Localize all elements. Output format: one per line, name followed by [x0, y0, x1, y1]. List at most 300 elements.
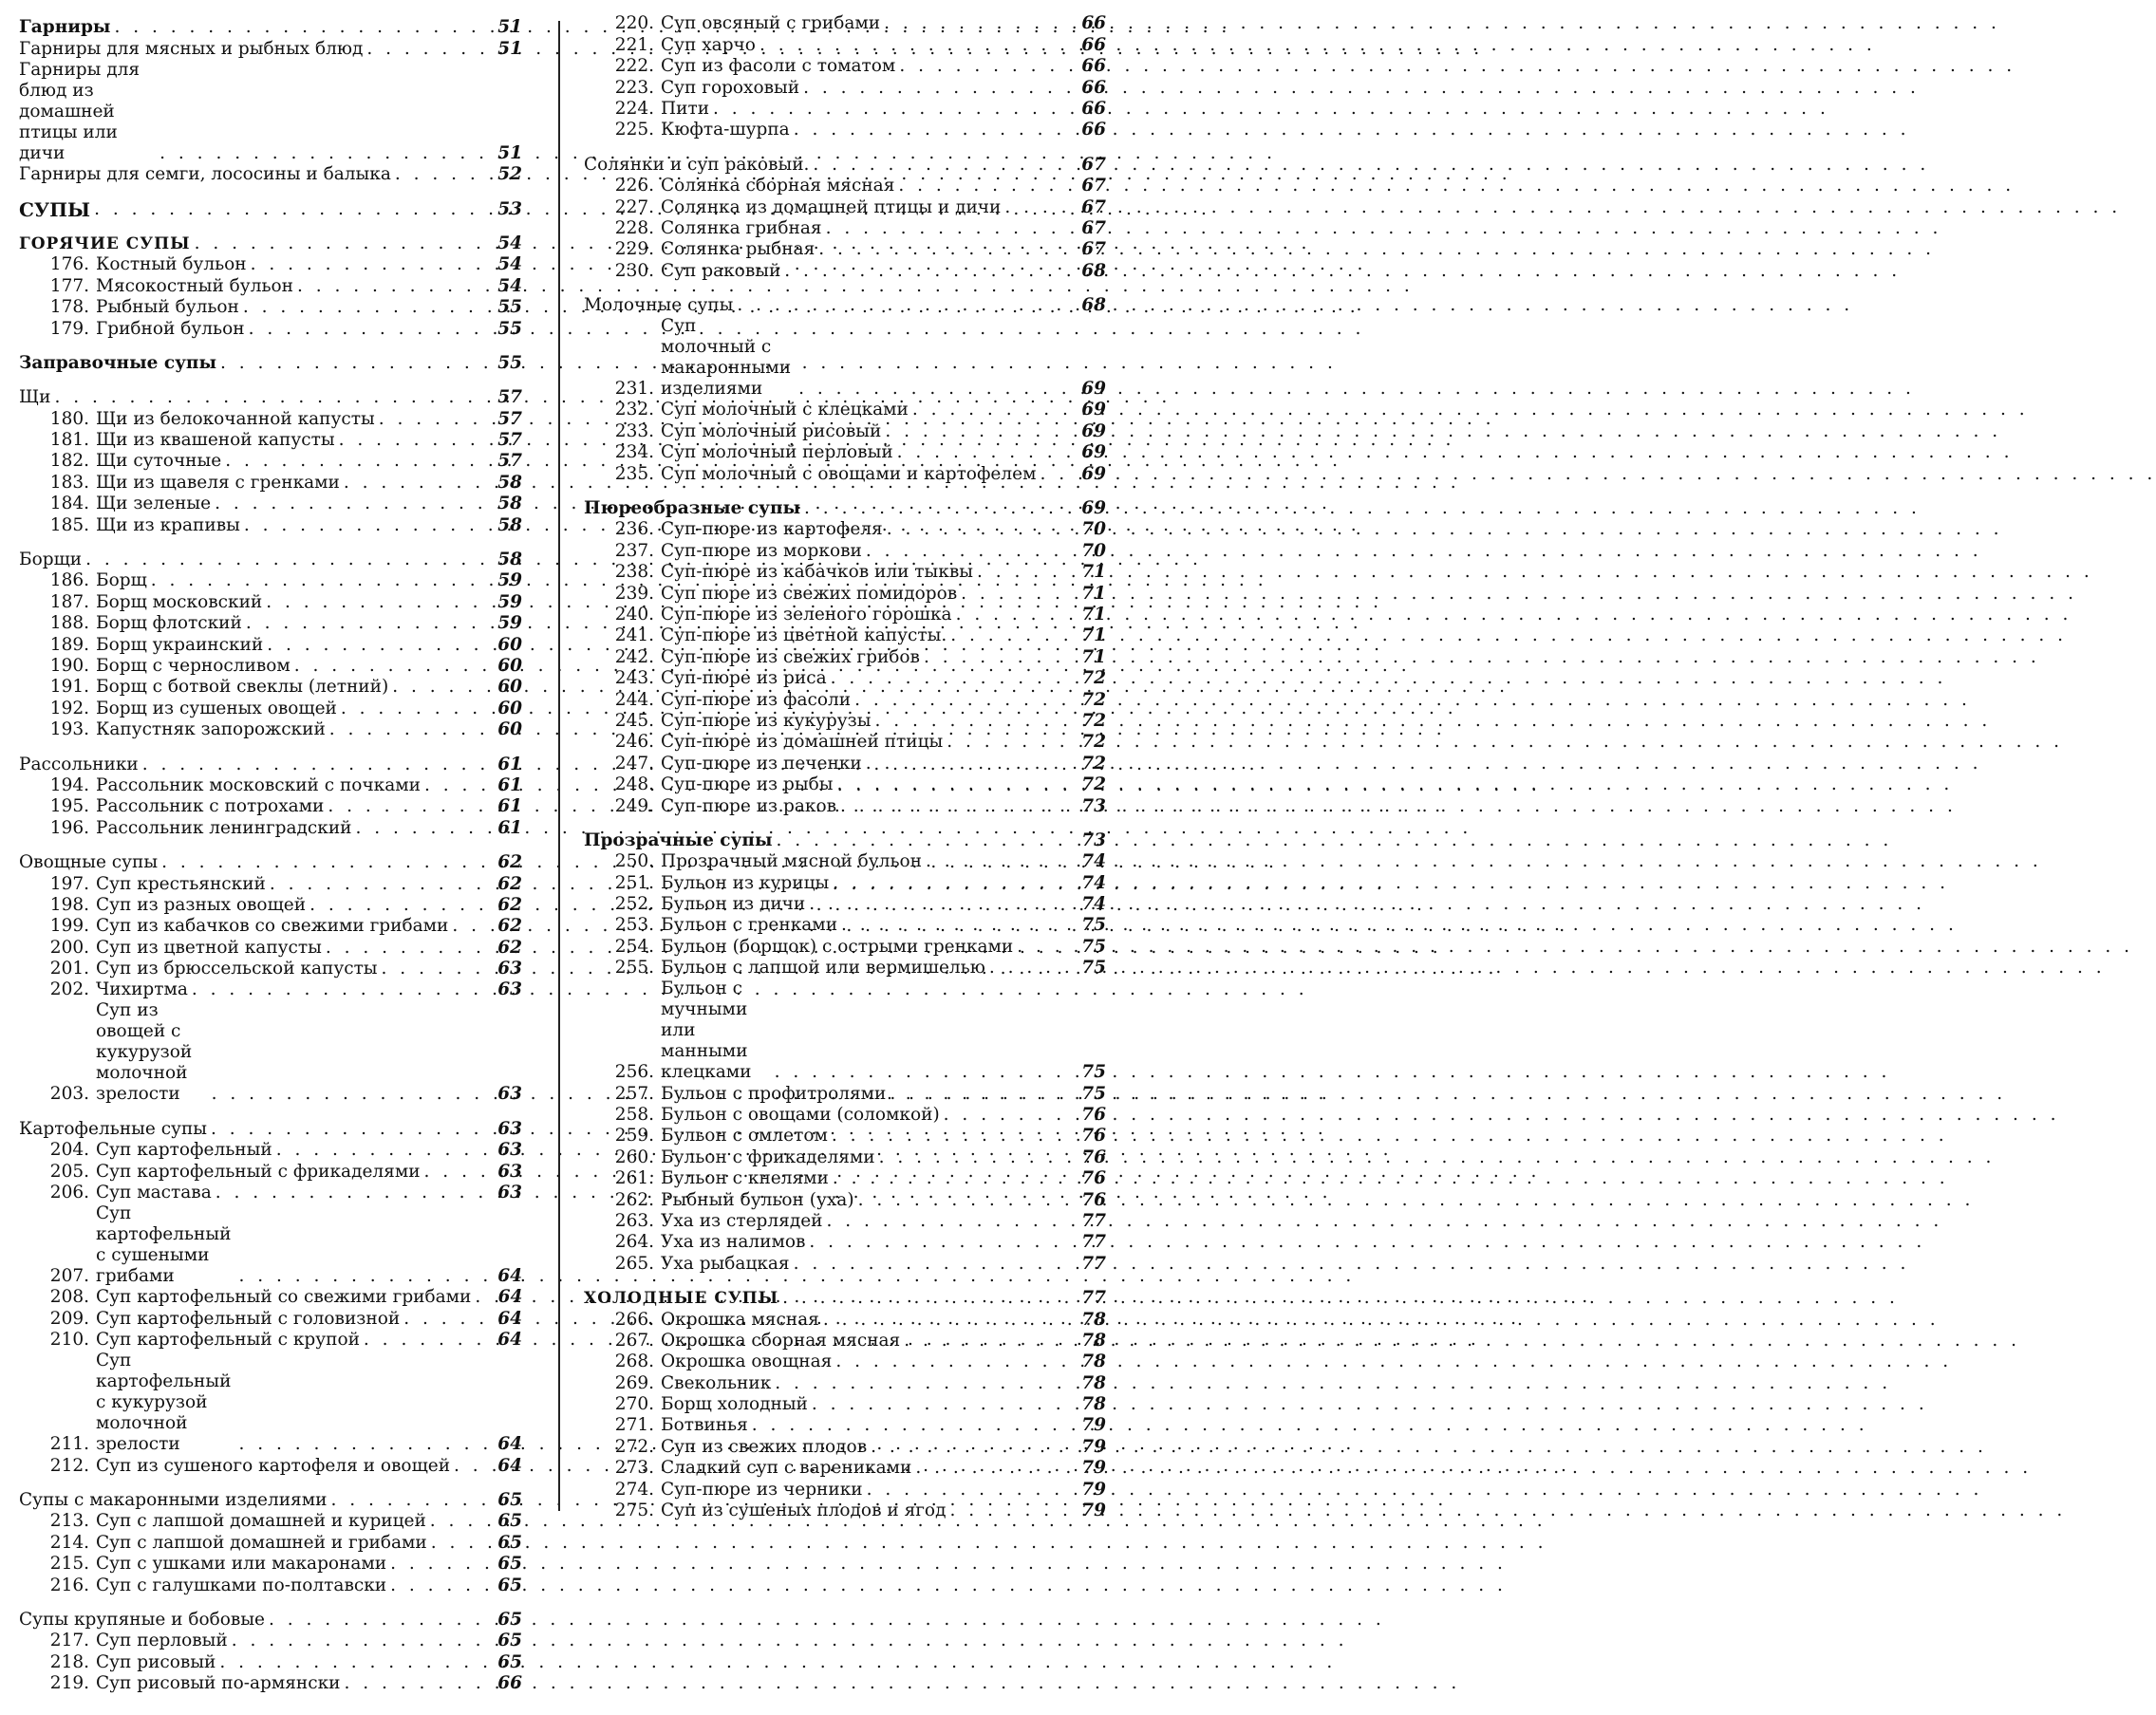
- toc-page-number: 69: [1081, 463, 1106, 484]
- leader-dots: [238, 1434, 484, 1455]
- toc-entry: [19, 937, 522, 958]
- toc-entry-title: Суп с галушками по-полтавски: [96, 1575, 387, 1595]
- toc-section-heading: [19, 233, 522, 254]
- toc-entry-title: Рассольник с потрохами: [96, 796, 325, 817]
- toc-page-number: 64: [497, 1266, 522, 1287]
- leader-dots: [142, 755, 484, 775]
- toc-section-heading: [584, 295, 1106, 316]
- leader-dots: [430, 1511, 484, 1532]
- leader-dots: [1040, 464, 1068, 485]
- toc-entry-number: 204.: [49, 1140, 89, 1161]
- toc-entry: [584, 1105, 1106, 1126]
- toc-entry-title: Бульон с кнелями: [661, 1168, 829, 1189]
- toc-page-number: 60: [497, 698, 522, 718]
- toc-page-number: 75: [1081, 915, 1106, 936]
- toc-page-number: 65: [497, 1575, 522, 1595]
- toc-page-number: 69: [1081, 420, 1106, 441]
- toc-entry-title: Суп картофельный с головизной: [96, 1308, 401, 1329]
- leader-dots: [211, 1119, 484, 1140]
- toc-entry: [584, 562, 1106, 583]
- leader-dots: [812, 1394, 1068, 1415]
- toc-entry-number: 272.: [614, 1436, 654, 1457]
- toc-entry-number: 254.: [614, 936, 654, 957]
- toc-page-number: 69: [1081, 400, 1106, 420]
- toc-entry-number: 195.: [49, 796, 89, 817]
- toc-page-number: 64: [497, 1287, 523, 1308]
- toc-entry: [19, 164, 522, 185]
- toc-page-number: 72: [1081, 753, 1106, 774]
- toc-entry-title: Гарниры: [19, 17, 111, 38]
- toc-entry-title: Бульон из курицы: [661, 872, 830, 893]
- toc-entry: [584, 1351, 1106, 1372]
- toc-page-number: 57: [497, 430, 522, 451]
- toc-entry-title: Борщ холодный: [661, 1394, 808, 1415]
- toc-entry-title: Бульон с мучными или манными клецками: [661, 979, 752, 1083]
- toc-entry: [19, 1554, 522, 1575]
- toc-page-number: 72: [1081, 689, 1106, 710]
- toc-entry: [584, 668, 1106, 689]
- toc-entry-number: 275.: [614, 1501, 654, 1521]
- toc-entry-title: Суп гороховый: [661, 77, 800, 98]
- toc-entry-title: Щи из крапивы: [96, 514, 240, 535]
- toc-entry-number: 188.: [49, 613, 89, 634]
- toc-entry-title: Рассольник ленинградский: [96, 817, 352, 838]
- toc-entry: [19, 451, 522, 472]
- leader-dots: [804, 498, 1068, 519]
- toc-page-number: 66: [497, 1673, 522, 1694]
- leader-dots: [926, 851, 1068, 872]
- toc-entry: [584, 795, 1106, 816]
- toc-entry: [584, 1168, 1106, 1189]
- toc-entry-title: Бульон (борщок) с острыми гренками: [661, 936, 1014, 957]
- toc-entry: [584, 77, 1106, 98]
- leader-dots: [924, 647, 1068, 668]
- leader-dots: [884, 13, 1068, 34]
- toc-section-heading: [19, 852, 522, 873]
- toc-page-number: 62: [497, 937, 522, 958]
- toc-entry-number: 240.: [614, 604, 654, 624]
- toc-page-number: 67: [1081, 217, 1106, 238]
- leader-dots: [803, 78, 1068, 99]
- toc-page-number: 57: [497, 408, 522, 429]
- toc-entry-title: Суп молочный рисовый: [661, 420, 882, 441]
- toc-page-number: 59: [497, 613, 522, 634]
- toc-entry-title: Суп с лапшой домашней и грибами: [96, 1532, 427, 1553]
- toc-entry-title: Суп молочный с клецками: [661, 400, 909, 420]
- toc-entry: [584, 1189, 1106, 1210]
- toc-entry-title: Картофельные супы: [19, 1118, 207, 1139]
- toc-entry-title: Суп с ушками или макаронами: [96, 1554, 387, 1575]
- toc-entry-number: 270.: [614, 1394, 654, 1415]
- toc-entry-number: 225.: [614, 120, 654, 140]
- toc-entry-title: Щи из щавеля с гренками: [96, 472, 340, 493]
- leader-dots: [326, 938, 484, 959]
- toc-entry-number: 274.: [614, 1479, 654, 1500]
- leader-dots: [1004, 197, 1068, 218]
- toc-entry-title: Борщ из сушеных овощей: [96, 698, 337, 718]
- toc-entry: [584, 851, 1106, 872]
- toc-left-column: [19, 13, 522, 1694]
- toc-entry: [584, 646, 1106, 667]
- leader-dots: [874, 711, 1068, 732]
- leader-dots: [899, 56, 1068, 77]
- leader-dots: [944, 1105, 1068, 1126]
- toc-page-number: 55: [497, 297, 522, 318]
- toc-page-number: 69: [1081, 379, 1106, 400]
- toc-entry-title: Суп-пюре из риса: [661, 668, 827, 689]
- toc-page-number: 66: [1081, 120, 1106, 140]
- toc-entry-number: 186.: [49, 570, 89, 591]
- toc-entry-title: Борщ московский: [96, 591, 263, 612]
- toc-entry: [584, 120, 1106, 140]
- toc-entry: [19, 1183, 522, 1203]
- toc-entry-number: 224.: [614, 98, 654, 119]
- toc-entry: [584, 1211, 1106, 1232]
- leader-dots: [94, 199, 484, 220]
- toc-page-number: 58: [497, 550, 522, 570]
- toc-entry-title: Суп-пюре из домашней птицы: [661, 732, 944, 753]
- toc-page-number: 65: [497, 1631, 522, 1651]
- toc-entry-number: 198.: [49, 894, 89, 915]
- toc-entry-number: 213.: [49, 1511, 89, 1532]
- toc-entry-number: 193.: [49, 719, 89, 740]
- toc-entry-number: 229.: [614, 239, 654, 260]
- toc-entry: [19, 634, 522, 655]
- leader-dots: [212, 1084, 484, 1105]
- toc-entry-title: Чихиртма: [96, 979, 188, 1000]
- toc-entry: [584, 583, 1106, 604]
- toc-entry-title: Капустняк запорожский: [96, 719, 326, 740]
- toc-entry-title: Суп раковый: [661, 260, 781, 281]
- toc-entry: [584, 519, 1106, 540]
- leader-dots: [424, 1162, 484, 1183]
- leader-dots: [950, 625, 1068, 646]
- toc-entry: [584, 689, 1106, 710]
- leader-dots: [775, 1062, 1068, 1083]
- toc-section-heading: [19, 353, 522, 374]
- toc-entry-number: 220.: [614, 13, 654, 34]
- toc-section-heading: [19, 1118, 522, 1139]
- toc-page-number: 66: [1081, 98, 1106, 119]
- toc-entry-number: 210.: [49, 1330, 89, 1351]
- toc-page-number: 69: [1081, 498, 1106, 519]
- leader-dots: [898, 176, 1068, 196]
- toc-entry: [19, 1330, 522, 1351]
- toc-entry-number: 203.: [49, 1084, 89, 1105]
- toc-page-number: 79: [1081, 1458, 1106, 1479]
- leader-dots: [826, 218, 1068, 239]
- leader-dots: [114, 17, 484, 38]
- leader-dots: [216, 1183, 484, 1203]
- toc-entry: [19, 1203, 522, 1287]
- toc-entry-title: Молочные супы: [584, 295, 734, 316]
- toc-entry-title: Солянка грибная: [661, 217, 822, 238]
- toc-entry-number: 266.: [614, 1309, 654, 1330]
- toc-entry-title: Суп-пюре из черники: [661, 1479, 863, 1500]
- toc-page-number: 72: [1081, 774, 1106, 795]
- toc-entry: [19, 254, 522, 275]
- toc-page-number: 75: [1081, 936, 1106, 957]
- toc-entry: [19, 895, 522, 916]
- leader-dots: [956, 605, 1068, 625]
- toc-page-number: 58: [497, 514, 522, 535]
- toc-entry-number: 221.: [614, 34, 654, 55]
- toc-entry-title: Суп харчо: [661, 34, 756, 55]
- toc-entry: [584, 979, 1106, 1083]
- toc-page-number: 63: [497, 1183, 522, 1203]
- toc-page-number: 77: [1081, 1210, 1106, 1231]
- toc-page-number: 54: [497, 275, 522, 296]
- toc-entry: [19, 318, 522, 339]
- toc-entry: [584, 1458, 1106, 1479]
- toc-entry-number: 256.: [614, 1062, 654, 1083]
- column-divider: [558, 21, 560, 1511]
- toc-right-column: [584, 13, 1106, 1521]
- toc-entry-title: Суп пюре из свежих помидоров: [661, 583, 958, 604]
- toc-entry-title: Прозрачные супы: [584, 830, 773, 850]
- toc-entry-number: 176.: [49, 254, 89, 275]
- toc-entry-number: 259.: [614, 1126, 654, 1146]
- toc-page-number: 76: [1081, 1126, 1106, 1146]
- toc-entry-number: 192.: [49, 698, 89, 718]
- leader-dots: [345, 1673, 484, 1694]
- leader-dots: [977, 562, 1068, 583]
- toc-section-heading: [584, 1288, 1106, 1309]
- toc-page-number: 63: [497, 1140, 522, 1161]
- leader-dots: [890, 1084, 1068, 1105]
- toc-page-number: 67: [1081, 239, 1106, 260]
- toc-page-number: 67: [1081, 196, 1106, 217]
- leader-dots: [866, 541, 1068, 562]
- toc-page-number: 59: [497, 591, 522, 612]
- toc-entry-title: Щи суточные: [96, 451, 222, 472]
- toc-page-number: 60: [497, 655, 522, 676]
- toc-entry: [584, 1436, 1106, 1457]
- toc-entry: [584, 1501, 1106, 1521]
- toc-entry-number: 268.: [614, 1351, 654, 1372]
- toc-entry-number: 202.: [49, 979, 89, 1000]
- toc-entry-number: 226.: [614, 176, 654, 196]
- toc-entry-title: Суп-пюре из фасоли: [661, 689, 852, 710]
- leader-dots: [475, 1287, 484, 1308]
- toc-page-number: 70: [1081, 519, 1106, 540]
- leader-dots: [225, 451, 484, 472]
- toc-page-number: 61: [497, 817, 522, 838]
- toc-entry-number: 205.: [49, 1161, 89, 1182]
- toc-entry-title: Суп-пюре из свежих грибов: [661, 646, 920, 667]
- toc-entry-title: Суп-пюре из моркови: [661, 540, 862, 561]
- toc-page-number: 76: [1081, 1189, 1106, 1210]
- toc-entry-title: Прозрачный мясной бульон: [661, 851, 922, 872]
- toc-page-number: 78: [1081, 1309, 1106, 1330]
- toc-entry-number: 233.: [614, 420, 654, 441]
- toc-page-number: 79: [1081, 1501, 1106, 1521]
- toc-entry-title: Супы с макаронными изделиями: [19, 1489, 328, 1510]
- toc-entry: [584, 420, 1106, 441]
- leader-dots: [85, 550, 484, 570]
- toc-entry-title: Борщ украинский: [96, 634, 264, 655]
- toc-entry-title: Суп картофельный с сушеными грибами: [96, 1203, 232, 1287]
- toc-entry: [584, 442, 1106, 463]
- leader-dots: [270, 874, 484, 895]
- toc-entry-number: 251.: [614, 872, 654, 893]
- toc-entry-title: Щи зеленые: [96, 494, 212, 514]
- toc-entry: [19, 698, 522, 718]
- toc-page-number: 78: [1081, 1351, 1106, 1372]
- toc-entry-number: 187.: [49, 591, 89, 612]
- toc-entry-number: 190.: [49, 655, 89, 676]
- leader-dots: [854, 690, 1068, 711]
- toc-entry-number: 235.: [614, 463, 654, 484]
- toc-page-number: 54: [497, 254, 522, 275]
- toc-section-heading: [19, 754, 522, 774]
- toc-entry: [584, 316, 1106, 400]
- leader-dots: [294, 656, 484, 677]
- toc-entry-title: Уха из стерлядей: [661, 1210, 823, 1231]
- toc-entry-title: Суп рисовый: [96, 1651, 216, 1672]
- leader-dots: [794, 120, 1068, 140]
- leader-dots: [379, 409, 484, 430]
- toc-entry-number: 246.: [614, 732, 654, 753]
- toc-entry-number: 218.: [49, 1651, 89, 1672]
- toc-entry: [584, 1146, 1106, 1167]
- toc-page-number: 63: [497, 1161, 522, 1182]
- leader-dots: [818, 239, 1068, 260]
- leader-dots: [151, 570, 484, 591]
- toc-section-heading: [19, 198, 522, 219]
- toc-section-heading: [19, 1610, 522, 1631]
- leader-dots: [244, 515, 484, 536]
- toc-entry-title: Бульон с профитролями: [661, 1083, 887, 1104]
- toc-entry-number: 222.: [614, 56, 654, 77]
- toc-page-number: 71: [1081, 646, 1106, 667]
- toc-entry: [584, 176, 1106, 196]
- leader-dots: [897, 442, 1068, 463]
- leader-dots: [364, 1330, 484, 1351]
- toc-page-number: 53: [497, 198, 522, 219]
- toc-entry: [19, 1455, 522, 1476]
- leader-dots: [827, 1211, 1069, 1232]
- toc-entry: [584, 196, 1106, 217]
- leader-dots: [915, 1458, 1068, 1479]
- leader-dots: [813, 155, 1068, 176]
- toc-entry: [19, 1631, 522, 1651]
- leader-dots: [392, 677, 484, 698]
- toc-page-number: 78: [1081, 1330, 1106, 1351]
- toc-page-number: 76: [1081, 1168, 1106, 1189]
- leader-dots: [759, 35, 1068, 56]
- toc-entry-title: Бульон с фрикаделями: [661, 1146, 875, 1167]
- toc-entry-title: Суп молочный перловый: [661, 442, 893, 463]
- toc-page-number: 60: [497, 677, 522, 698]
- toc-section-heading: [584, 498, 1106, 519]
- toc-entry-title: ХОЛОДНЫЕ СУПЫ: [584, 1289, 779, 1309]
- toc-entry-number: 179.: [49, 318, 89, 339]
- toc-entry-number: 250.: [614, 851, 654, 872]
- toc-entry: [19, 1308, 522, 1329]
- leader-dots: [249, 319, 484, 340]
- toc-page-number: 71: [1081, 604, 1106, 624]
- toc-section-heading: [19, 17, 522, 38]
- toc-entry-number: 273.: [614, 1458, 654, 1479]
- toc-entry-title: Суп-пюре из кабачков или тыквы: [661, 562, 973, 583]
- toc-entry: [584, 239, 1106, 260]
- leader-dots: [823, 1310, 1068, 1331]
- toc-section-heading: [19, 387, 522, 408]
- toc-entry-number: 216.: [49, 1575, 89, 1595]
- toc-entry: [19, 1000, 522, 1105]
- toc-entry-title: Суп-пюре из картофеля: [661, 519, 883, 540]
- toc-entry-title: Рассольники: [19, 754, 139, 774]
- leader-dots: [904, 1331, 1068, 1351]
- toc-page-number: 68: [1081, 260, 1106, 281]
- toc-entry: [19, 38, 522, 59]
- toc-page-number: 65: [497, 1554, 522, 1575]
- toc-entry-title: Кюфта-шурпа: [661, 120, 790, 140]
- leader-dots: [835, 1351, 1068, 1372]
- toc-page-number: 67: [1081, 176, 1106, 196]
- toc-page-number: 77: [1081, 1232, 1106, 1253]
- toc-entry: [19, 591, 522, 612]
- toc-entry: [19, 775, 522, 796]
- toc-entry-number: 181.: [49, 430, 89, 451]
- leader-dots: [390, 1575, 484, 1596]
- toc-entry-number: 237.: [614, 540, 654, 561]
- leader-dots: [836, 774, 1068, 795]
- toc-page-number: 62: [497, 852, 522, 873]
- toc-entry: [19, 408, 522, 429]
- leader-dots: [243, 297, 484, 318]
- toc-entry-number: 262.: [614, 1189, 654, 1210]
- toc-entry-number: 253.: [614, 915, 654, 936]
- toc-entry-number: 260.: [614, 1146, 654, 1167]
- toc-entry-number: 206.: [49, 1183, 89, 1203]
- leader-dots: [832, 1126, 1068, 1146]
- toc-entry-title: Суп картофельный со свежими грибами: [96, 1287, 472, 1308]
- toc-page-number: 63: [497, 979, 522, 1000]
- toc-page-number: 77: [1081, 1253, 1106, 1274]
- toc-page-number: 75: [1081, 1083, 1106, 1104]
- leader-dots: [809, 1232, 1068, 1253]
- toc-entry: [584, 605, 1106, 625]
- toc-page-number: 66: [1081, 56, 1106, 77]
- toc-page-number: 63: [497, 1084, 522, 1105]
- toc-page-number: 76: [1081, 1105, 1106, 1126]
- leader-dots: [297, 276, 484, 297]
- toc-entry-title: Борщи: [19, 550, 83, 570]
- leader-dots: [341, 699, 484, 719]
- toc-section-heading: [584, 830, 1106, 851]
- toc-entry-number: 232.: [614, 400, 654, 420]
- toc-entry-title: Солянки и суп раковый.: [584, 154, 810, 175]
- toc-page-number: 66: [1081, 77, 1106, 98]
- toc-entry: [584, 1126, 1106, 1146]
- toc-entry: [19, 817, 522, 838]
- toc-entry-number: 261.: [614, 1168, 654, 1189]
- toc-entry-number: 248.: [614, 774, 654, 795]
- leader-dots: [192, 979, 484, 1000]
- toc-entry: [584, 732, 1106, 753]
- toc-entry-number: 191.: [49, 677, 89, 698]
- leader-dots: [867, 1480, 1068, 1501]
- leader-dots: [949, 1501, 1068, 1521]
- toc-entry: [19, 1351, 522, 1455]
- toc-entry: [584, 711, 1106, 732]
- toc-entry-title: Окрошка сборная мясная: [661, 1330, 901, 1351]
- leader-dots: [782, 1288, 1068, 1309]
- toc-entry-number: 239.: [614, 583, 654, 604]
- leader-dots: [775, 1373, 1068, 1394]
